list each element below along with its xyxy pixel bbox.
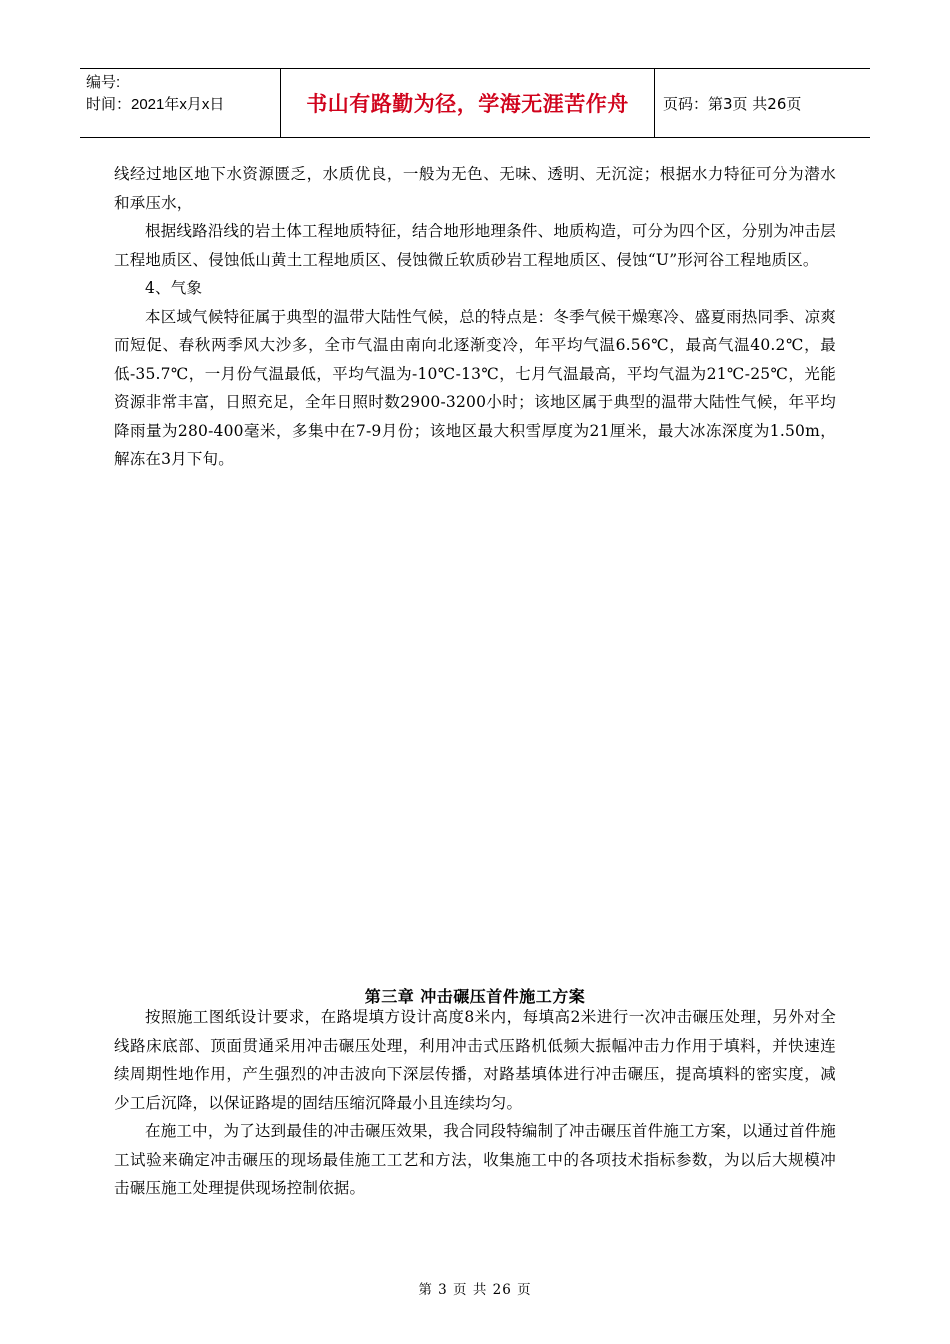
- paragraph-construction-plan: 在施工中，为了达到最佳的冲击碾压效果，我合同段特编制了冲击碾压首件施工方案，以通过首件施工试验来确定冲击碾压的现场最佳施工工艺和方法，收集施工中的各项技术指标参数，为以后大规模冲击碾压施工处理提供现场控制依据。: [114, 1122, 836, 1197]
- page-footer: 第 3 页 共 26 页: [418, 1282, 532, 1298]
- page-header: [80, 68, 870, 138]
- header-page-info: 页码：第3页 共26页: [663, 94, 802, 113]
- document-number-label: 编号:: [86, 74, 121, 91]
- header-motto-cell: [280, 69, 655, 137]
- header-meta: [80, 69, 280, 137]
- paragraph-design-requirements: 按照施工图纸设计要求，在路堤填方设计高度8米内，每填高2米进行一次冲击碾压处理，另外对全线路床底部、顶面贯通采用冲击碾压处理，利用冲击式压路机低频大振幅冲击力作用于填料，并快速连续周期性地作用，产生强烈的冲击波向下深层传播，对路基填体进行冲击碾压，提高填料的密实度，减少工后沉降，以保证路堤的固结压缩沉降最小且连续均匀。: [114, 1008, 836, 1112]
- body-section-geology-climate: [114, 160, 836, 474]
- body-section-chapter-3: [114, 1003, 836, 1203]
- chapter-title: 第三章 冲击碾压首件施工方案: [364, 987, 586, 1006]
- document-date: 时间：2021年x月x日: [86, 96, 225, 113]
- paragraph-climate: 本区域气候特征属于典型的温带大陆性气候，总的特点是：冬季气候干燥寒冷、盛夏雨热同季、凉爽而短促、春秋两季风大沙多，全市气温由南向北逐渐变冷，年平均气温6.56℃，最高气温40.2℃，最低-35.7℃，一月份气温最低，平均气温为-10℃-13℃，七月气温最高，平均气温为21℃-25℃，光能资源非常丰富，日照充足，全年日照时数2900-3200小时；该地区属于典型的温带大陆性气候，年平均降雨量为280-400毫米，多集中在7-9月份；该地区最大积雪厚度为21厘米，最大冰冻深度为1.50m，解冻在3月下旬。: [114, 307, 836, 468]
- paragraph-geology-zones: 根据线路沿线的岩土体工程地质特征，结合地形地理条件、地质构造，可分为四个区，分别为冲击层工程地质区、侵蚀低山黄土工程地质区、侵蚀微丘软质砂岩工程地质区、侵蚀“U”形河谷工程地质区。: [114, 222, 836, 269]
- header-page-info-cell: [655, 69, 870, 137]
- paragraph-groundwater: 线经过地区地下水资源匮乏，水质优良，一般为无色、无味、透明、无沉淀；根据水力特征可分为潜水和承压水，: [114, 165, 836, 212]
- heading-climate: 4、气象: [145, 279, 203, 297]
- header-motto: 书山有路勤为径，学海无涯苦作舟: [306, 92, 629, 116]
